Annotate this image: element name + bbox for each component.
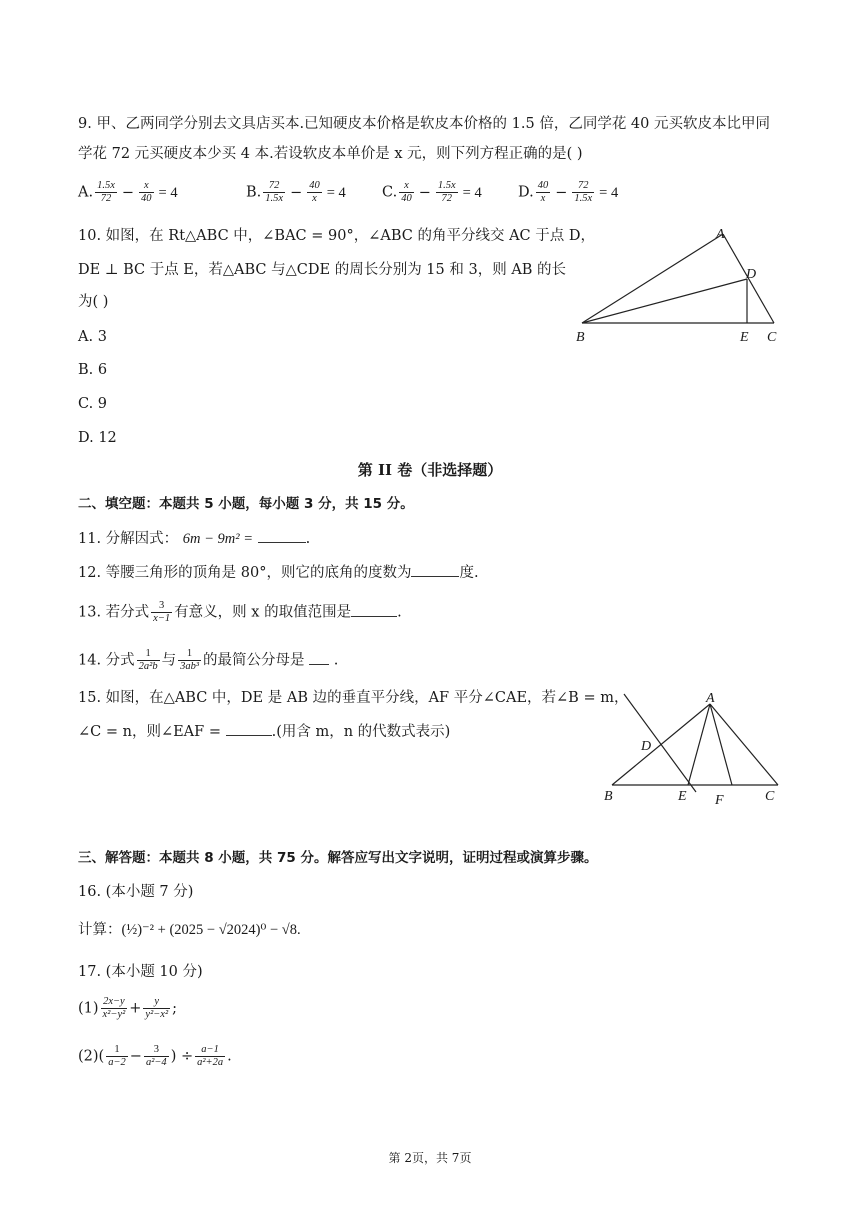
q13-mid: 有意义，则 x 的取值范围是 <box>174 604 352 621</box>
q14-mid: 与 <box>161 652 177 669</box>
q15-seg-af <box>710 704 732 785</box>
q15-label-b: B <box>604 789 613 804</box>
q14-tail: 的最简公分母是 <box>202 652 305 669</box>
q9-option-fraction: $\frac{x}{40}$ <box>401 180 412 204</box>
q12-answer-blank[interactable] <box>411 562 459 577</box>
q9-option-rhs: = 4 <box>326 184 346 201</box>
q17-part1-op: + <box>129 1000 142 1017</box>
q9-options <box>78 180 778 214</box>
q16-line <box>78 920 301 940</box>
q9-option-fraction: $\frac{1.5x}{72}$ <box>97 180 115 204</box>
q9-option-label: C. <box>382 184 398 201</box>
q16-expr: (½)⁻² + (2025 − √2024)⁰ − √8. <box>121 922 301 938</box>
q14-answer-blank[interactable] <box>309 650 329 665</box>
q15-label-e: E <box>678 789 687 804</box>
q15-seg-ae <box>688 704 710 785</box>
q16-prefix: 计算： <box>78 922 122 938</box>
q11-suffix: . <box>305 531 311 547</box>
q10-seg-ab <box>582 234 723 323</box>
q12-line <box>78 562 479 583</box>
q12-suffix: 度. <box>459 565 479 581</box>
page-footer: 第 2页，共 7页 <box>388 1151 472 1165</box>
q10-label-a: A <box>716 227 725 242</box>
q9-option-operator: − <box>121 184 135 201</box>
q9-option-fraction: $\frac{72}{1.5x}$ <box>574 180 593 204</box>
q17-part2-fraction-2: $\frac{3}{\text{a²−4}}$ <box>145 1044 167 1068</box>
q10-line2: DE ⊥ BC 于点 E，若△ABC 与△CDE 的周长分别为 15 和 3，则 AB 的长 <box>78 262 567 278</box>
q17-part2-end: . <box>227 1048 232 1065</box>
q9-option-fraction: $\frac{40}{x}$ <box>309 180 320 204</box>
q15-line2-post: .(用含 m，n 的代数式表示) <box>271 724 451 740</box>
q11-expr: 6m − 9m² = <box>182 531 254 547</box>
q15-seg-ac <box>710 704 778 785</box>
q13-suffix: . <box>397 604 402 621</box>
q13-answer-blank[interactable] <box>351 602 397 617</box>
q10-line3: 为( ) <box>78 294 109 310</box>
q11-prefix: 11. 分解因式： <box>78 531 179 547</box>
q10-seg-bd <box>582 279 747 323</box>
q9-option-label: A. <box>78 184 94 201</box>
q15-label-c: C <box>765 789 775 804</box>
q15-label-d: D <box>641 739 652 754</box>
q17-part2-label: (2)( <box>78 1048 105 1065</box>
q11-line <box>78 528 310 549</box>
q9-option-operator: − <box>418 184 431 201</box>
section-2-title: 第 II 卷（非选择题） <box>357 461 503 479</box>
q14-suffix: . <box>333 652 339 669</box>
q10-option-c: C. 9 <box>78 396 108 412</box>
q14-line <box>78 648 338 673</box>
q17-part2-fraction-1: $\frac{1}{a-2}$ <box>108 1044 126 1068</box>
q17-part1-label: (1) <box>78 1000 99 1017</box>
q15-label-a: A <box>706 691 715 706</box>
q17-part1-fraction-2: $\frac{y}{\text{y²−x²}}$ <box>145 996 169 1020</box>
q17-part2 <box>78 1044 232 1069</box>
q9-line2: 学花 72 元买硬皮本少买 4 本.若设软皮本单价是 x 元，则下列方程正确的是( ) <box>78 146 583 162</box>
q15-line2-pre: ∠C = n，则∠EAF = <box>78 724 221 740</box>
q13-prefix: 13. 若分式 <box>78 604 150 621</box>
q17-part2-op: − <box>129 1048 142 1065</box>
q10-option-d: D. 12 <box>78 430 117 446</box>
q15-seg-perpendicular-bisector <box>624 694 696 792</box>
q10-label-c: C <box>767 330 777 345</box>
q17-head: 17. (本小题 10 分) <box>78 964 203 980</box>
q9-option-operator: − <box>290 184 303 201</box>
q10-label-d: D <box>746 267 757 282</box>
q12-prefix: 12. 等腰三角形的顶角是 80°，则它的底角的度数为 <box>78 565 412 581</box>
q15-line1: 15. 如图，在△ABC 中，DE 是 AB 边的垂直平分线，AF 平分∠CAE，若∠B = m， <box>78 690 629 706</box>
q17-part1 <box>78 996 177 1021</box>
q17-part1-fraction-1: $\frac{2x-y}{\text{x²−y²}}$ <box>102 996 126 1020</box>
q9-line1: 9. 甲、乙两同学分别去文具店买本.已知硬皮本价格是软皮本价格的 1.5 倍，乙同学花 40 元买软皮本比甲同 <box>78 116 770 132</box>
q9-option-c <box>382 180 482 205</box>
q9-option-operator: − <box>555 184 568 201</box>
q9-option-fraction: $\frac{40}{x}$ <box>537 180 549 204</box>
q9-option-a <box>78 180 178 205</box>
solve-section-heading: 三、解答题：本题共 8 小题，共 75 分。解答应写出文字说明，证明过程或演算步骤。 <box>78 850 598 866</box>
q10-triangle-figure <box>570 222 790 352</box>
q10-option-b: B. 6 <box>78 362 108 378</box>
q17-part2-fraction-3: $\frac{a-1}{\text{a²+2a}}$ <box>197 1044 224 1068</box>
q15-line2 <box>78 721 450 742</box>
q10-label-e: E <box>740 330 749 345</box>
q15-label-f: F <box>715 793 724 808</box>
q9-option-fraction: $\frac{72}{1.5x}$ <box>265 180 284 204</box>
q9-option-rhs: = 4 <box>599 184 619 201</box>
q14-fraction-2: $\frac{1}{\text{3ab³}}$ <box>180 648 199 672</box>
q17-part1-end: ; <box>172 1000 177 1017</box>
q9-option-rhs: = 4 <box>158 184 178 201</box>
q9-option-label: D. <box>518 184 534 201</box>
q11-answer-blank[interactable] <box>258 528 306 543</box>
q14-prefix: 14. 分式 <box>78 652 135 669</box>
q15-triangle-figure <box>596 686 796 812</box>
q10-line1: 10. 如图，在 Rt△ABC 中，∠BAC = 90°，∠ABC 的角平分线交 AC 于点 D， <box>78 228 595 244</box>
q9-option-fraction: $\frac{1.5x}{72}$ <box>437 180 456 204</box>
fill-section-heading: 二、填空题：本题共 5 小题，每小题 3 分，共 15 分。 <box>78 496 414 512</box>
q9-option-label: B. <box>246 184 262 201</box>
q9-option-d <box>518 180 618 205</box>
q10-option-a: A. 3 <box>78 329 107 345</box>
q9-option-b <box>246 180 346 205</box>
q13-line <box>78 600 402 625</box>
q9-option-fraction: $\frac{x}{40}$ <box>141 180 152 204</box>
q16-head: 16. (本小题 7 分) <box>78 884 194 900</box>
q14-fraction-1: $\frac{1}{\text{2a²b}}$ <box>138 648 158 672</box>
q10-label-b: B <box>576 330 585 345</box>
q13-fraction: $\frac{3}{x-1}$ <box>153 600 171 624</box>
q9-option-rhs: = 4 <box>462 184 482 201</box>
q17-part2-mid: ) ÷ <box>170 1048 194 1065</box>
q15-answer-blank[interactable] <box>226 721 272 736</box>
